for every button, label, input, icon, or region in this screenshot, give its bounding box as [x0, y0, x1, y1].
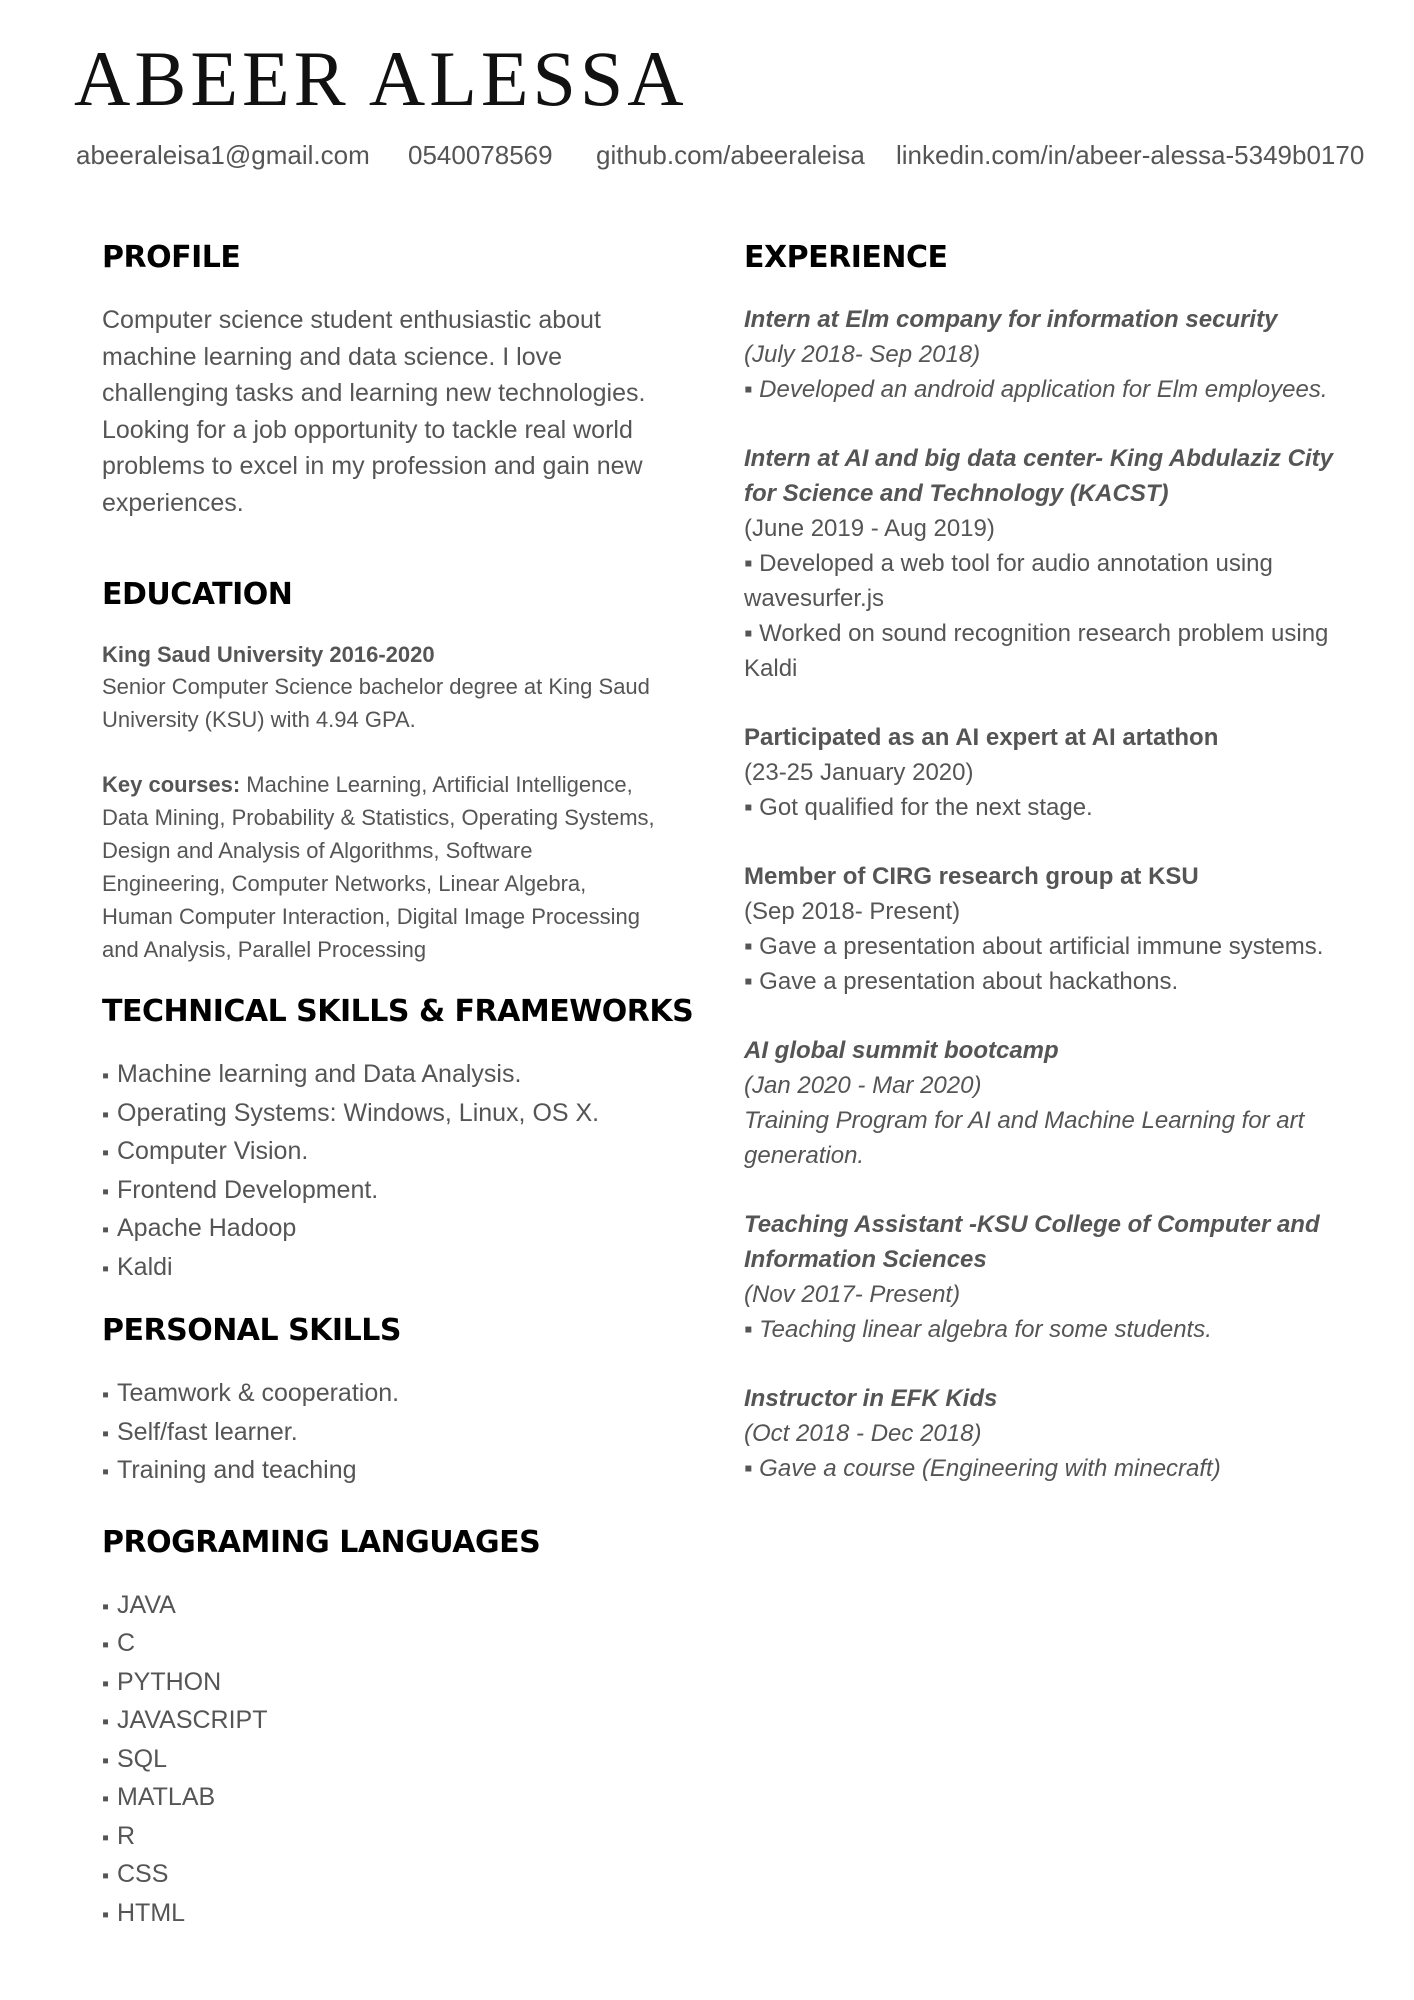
key-courses [102, 768, 662, 966]
job-title: Intern at AI and big data center- King Abdulaziz City for Science and Technology (KACST) [744, 445, 1333, 507]
job-dates: (Nov 2017- Present) [744, 1281, 961, 1308]
experience-list [744, 302, 1344, 1486]
list-item: ▪ Self/fast learner. [102, 1414, 662, 1453]
job-detail: ▪ Developed a web tool for audio annotation using wavesurfer.js [744, 550, 1273, 612]
job-detail: ▪ Got qualified for the next stage. [744, 794, 1093, 821]
experience-item [744, 1381, 1344, 1486]
job-detail: ▪ Gave a presentation about hackathons. [744, 968, 1179, 995]
job-detail: ▪ Worked on sound recognition research problem using Kaldi [744, 620, 1329, 682]
list-item: ▪ Training and teaching [102, 1452, 662, 1491]
job-title: Intern at Elm company for information security [744, 306, 1278, 333]
list-item: ▪ CSS [102, 1856, 662, 1895]
list-item: ▪ R [102, 1818, 662, 1857]
job-detail: ▪ Teaching linear algebra for some students. [744, 1316, 1212, 1343]
contact-email[interactable]: abeeraleisa1@gmail.com [76, 140, 370, 170]
list-item: ▪ Operating Systems: Windows, Linux, OS X. [102, 1095, 662, 1134]
contact-github[interactable]: github.com/abeeraleisa [596, 140, 865, 170]
list-item: ▪ Teamwork & cooperation. [102, 1375, 662, 1414]
job-detail: ▪ Gave a presentation about artificial immune systems. [744, 933, 1324, 960]
key-courses-list: Machine Learning, Artificial Intelligence, Data Mining, Probability & Statistics, Operating Systems, Design and Analysis of Algorithms, Software Engineering, Computer Networks, Linear Algebra, Human Computer Interaction, Digital Image Processing and Analysis, Parallel Processing [102, 772, 655, 962]
technical-skills-list [102, 1056, 662, 1287]
job-title: Instructor in EFK Kids [744, 1385, 998, 1412]
job-dates: (23-25 January 2020) [744, 759, 974, 786]
job-detail: ▪ Gave a course (Engineering with minecraft) [744, 1455, 1221, 1482]
job-dates: (June 2019 - Aug 2019) [744, 515, 995, 542]
personal-skills-list [102, 1375, 662, 1491]
list-item: ▪ Apache Hadoop [102, 1210, 662, 1249]
job-dates: (Sep 2018- Present) [744, 898, 961, 925]
education-school: King Saud University 2016-2020 [102, 642, 435, 667]
list-item: ▪ MATLAB [102, 1779, 662, 1818]
key-courses-label: Key courses: [102, 772, 241, 797]
list-item: ▪ Machine learning and Data Analysis. [102, 1056, 662, 1095]
job-title: AI global summit bootcamp [744, 1037, 1059, 1064]
job-title: Member of CIRG research group at KSU [744, 863, 1199, 890]
experience-heading: EXPERIENCE [744, 240, 948, 275]
job-detail: ▪ Developed an android application for Elm employees. [744, 376, 1328, 403]
experience-item [744, 1033, 1344, 1173]
contact-linkedin[interactable]: linkedin.com/in/abeer-alessa-5349b0170 [896, 140, 1365, 170]
experience-item [744, 859, 1344, 999]
personal-skills-heading: PERSONAL SKILLS [102, 1313, 401, 1348]
left-column [102, 240, 694, 1933]
experience-item [744, 1207, 1344, 1347]
job-title: Teaching Assistant -KSU College of Computer and Information Sciences [744, 1211, 1320, 1273]
job-dates: (July 2018- Sep 2018) [744, 341, 981, 368]
education-heading: EDUCATION [102, 577, 293, 612]
job-title: Participated as an AI expert at AI artathon [744, 724, 1219, 751]
list-item: ▪ JAVASCRIPT [102, 1702, 662, 1741]
job-dates: (Jan 2020 - Mar 2020) [744, 1072, 982, 1099]
candidate-name: ABEER ALESSA [74, 35, 688, 122]
experience-item [744, 441, 1344, 686]
list-item: ▪ Kaldi [102, 1249, 662, 1288]
technical-skills-heading: TECHNICAL SKILLS & FRAMEWORKS [102, 994, 694, 1029]
job-dates: (Oct 2018 - Dec 2018) [744, 1420, 982, 1447]
list-item: ▪ C [102, 1625, 662, 1664]
profile-text: Computer science student enthusiastic about machine learning and data science. I love challenging tasks and learning new technologies. Looking for a job opportunity to tackle real world problems to excel in my profession and gain new experiences. [102, 306, 646, 517]
profile-heading: PROFILE [102, 240, 241, 275]
experience-item [744, 302, 1344, 407]
list-item: ▪ PYTHON [102, 1664, 662, 1703]
experience-item [744, 720, 1344, 825]
list-item: ▪ JAVA [102, 1587, 662, 1626]
education-degree: Senior Computer Science bachelor degree at King Saud University (KSU) with 4.94 GPA. [102, 674, 650, 732]
contact-phone[interactable]: 0540078569 [408, 140, 553, 170]
list-item: ▪ HTML [102, 1895, 662, 1934]
list-item: ▪ Frontend Development. [102, 1172, 662, 1211]
right-column [744, 240, 1344, 1520]
languages-heading: PROGRAMING LANGUAGES [102, 1524, 541, 1560]
list-item: ▪ SQL [102, 1741, 662, 1780]
list-item: ▪ Computer Vision. [102, 1133, 662, 1172]
job-detail: Training Program for AI and Machine Learning for art generation. [744, 1107, 1305, 1169]
languages-list [102, 1587, 662, 1934]
